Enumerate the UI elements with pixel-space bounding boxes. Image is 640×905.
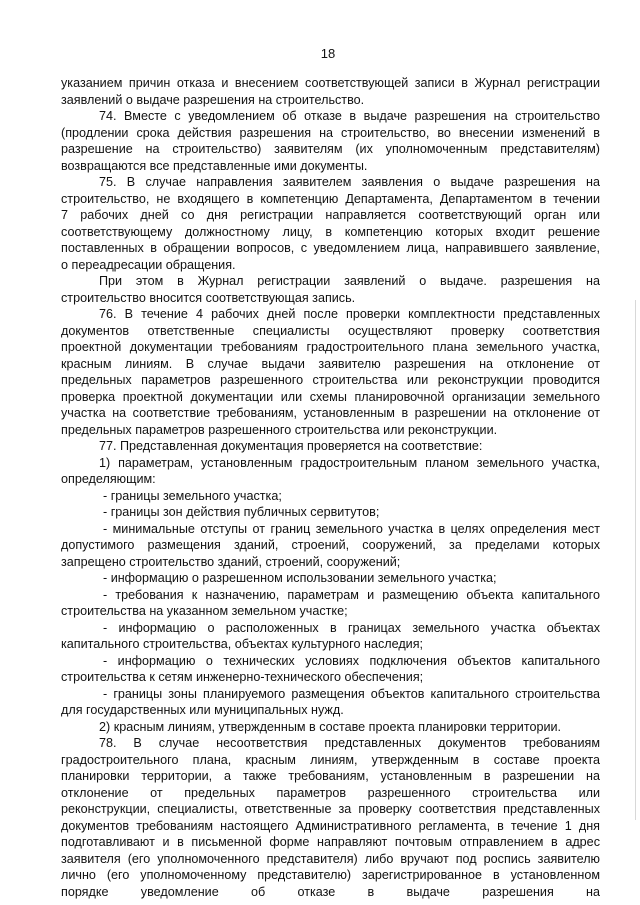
text-line: 7 рабочих дней со дня регистрации направляется соответствующий орган или	[61, 208, 600, 222]
text-line: заявлений о выдаче разрешения на строительство.	[61, 92, 365, 107]
text-line: документов ответственные специалисты осуществляют проверку соответствия	[61, 323, 600, 338]
text-line: 1) параметрам, установленным градостроительным планом земельного участка,	[99, 455, 600, 470]
text-line: строительство, не входящего в компетенцию Департамента, Департаментом в течении	[61, 191, 600, 206]
text-line: - границы зон действия публичных сервитутов;	[103, 505, 380, 519]
text-line: - требования к назначению, параметрам и размещению объекта капитального	[103, 587, 600, 602]
text-line: - информацию о разрешенном использовании земельного участка;	[103, 571, 497, 585]
text-line: проектной документации требованиям градостроительного плана земельного участка,	[61, 340, 600, 354]
text-line: 78. В случае несоответствия представленных документов требованиям	[99, 736, 600, 750]
text-line: определяющим:	[61, 472, 156, 486]
text-line: красным линиям. В случае выдачи заявителю разрешения на отклонение от	[61, 356, 600, 371]
text-line: допустимого размещения зданий, строений, сооружений, за пределами которых	[61, 538, 600, 552]
document-body	[61, 75, 600, 900]
text-line: планировки территории, а также требованиям, установленным в разрешении на	[61, 769, 600, 783]
text-line: При этом в Журнал регистрации заявлений о выдаче. разрешения на	[99, 274, 600, 288]
text-line: (продлении срока действия разрешения на строительство, во внесении изменений в	[61, 125, 600, 140]
text-line: проверка проектной документации или схемы планировочной организации земельного	[61, 389, 600, 404]
text-line: - минимальные отступы от границ земельного участка в целях определения мест	[103, 521, 600, 536]
text-line: - информацию о технических условиях подключения объектов капитального	[103, 653, 600, 668]
text-line: - границы зоны планируемого размещения объектов капитального строительства	[103, 686, 600, 701]
page-number: 18	[320, 46, 336, 61]
text-line: строительство вносится соответствующая запись.	[61, 290, 356, 305]
text-line: разрешение на строительство) заявителям (их уполномоченным представителям)	[61, 142, 600, 156]
text-line: запрещено строительство зданий, строений, сооружений;	[61, 554, 401, 569]
text-line: реконструкции, специалисты, ответственные за проверку соответствия представленных	[61, 802, 600, 816]
text-line: строительства на указанном земельном участке;	[61, 604, 348, 618]
text-line: градостроительного плана, красным линиям, утвержденным в составе проекта	[61, 752, 600, 767]
text-line: документов требованиям настоящего Административного регламента, в течение 1 дня	[61, 818, 600, 833]
text-line: о переадресации обращения.	[61, 257, 236, 272]
text-line: для государственных или муниципальных нужд.	[61, 703, 344, 717]
text-line: лично (его уполномоченному представителю) зарегистрированное в установленном	[61, 868, 600, 882]
text-line: - границы земельного участка;	[103, 488, 282, 503]
scan-edge-line	[635, 300, 636, 820]
text-line: участка на соответствие требованиям, установленным в разрешении на отклонение от	[61, 406, 600, 420]
text-line: - информацию о расположенных в границах земельного участка объектах	[103, 620, 600, 635]
text-line: 74. Вместе с уведомлением об отказе в выдаче разрешения на строительство	[99, 109, 600, 123]
text-line: капитального строительства, объектах культурного наследия;	[61, 637, 424, 651]
text-line: подготавливают и в письменной форме направляют почтовым отправлением в адрес	[61, 835, 600, 849]
text-line: отклонение от предельных параметров разрешенного строительства или	[61, 785, 600, 800]
text-line: предельных параметров разрешенного строительства или реконструкции.	[61, 422, 498, 437]
text-line: 2) красным линиям, утвержденным в составе проекта планировки территории.	[99, 719, 562, 734]
text-line: указанием причин отказа и внесением соответствующей записи в Журнал регистрации	[61, 76, 600, 90]
text-line: 75. В случае направления заявителем заявления о выдаче разрешения на	[99, 175, 600, 189]
text-line: соответствующему должностному лицу, в компетенцию которых входит решение	[61, 224, 600, 239]
text-line: поставленных в обращении вопросов, с уведомлением лица, направившего заявление,	[61, 241, 600, 255]
text-line: 76. В течение 4 рабочих дней после проверки комплектности представленных	[99, 307, 600, 321]
text-line: строительства к сетям инженерно-технического обеспечения;	[61, 670, 424, 684]
text-line: 77. Представленная документация проверяется на соответствие:	[99, 439, 483, 453]
text-line: возвращаются все представленные ими документы.	[61, 158, 368, 173]
text-line: заявителя (его уполномоченного представителя) либо вручают под роспись заявителю	[61, 851, 600, 866]
text-line: предельных параметров разрешенного строительства или реконструкции проводится	[61, 373, 600, 387]
text-line: порядке уведомление об отказе в выдаче разрешения на	[61, 884, 600, 899]
